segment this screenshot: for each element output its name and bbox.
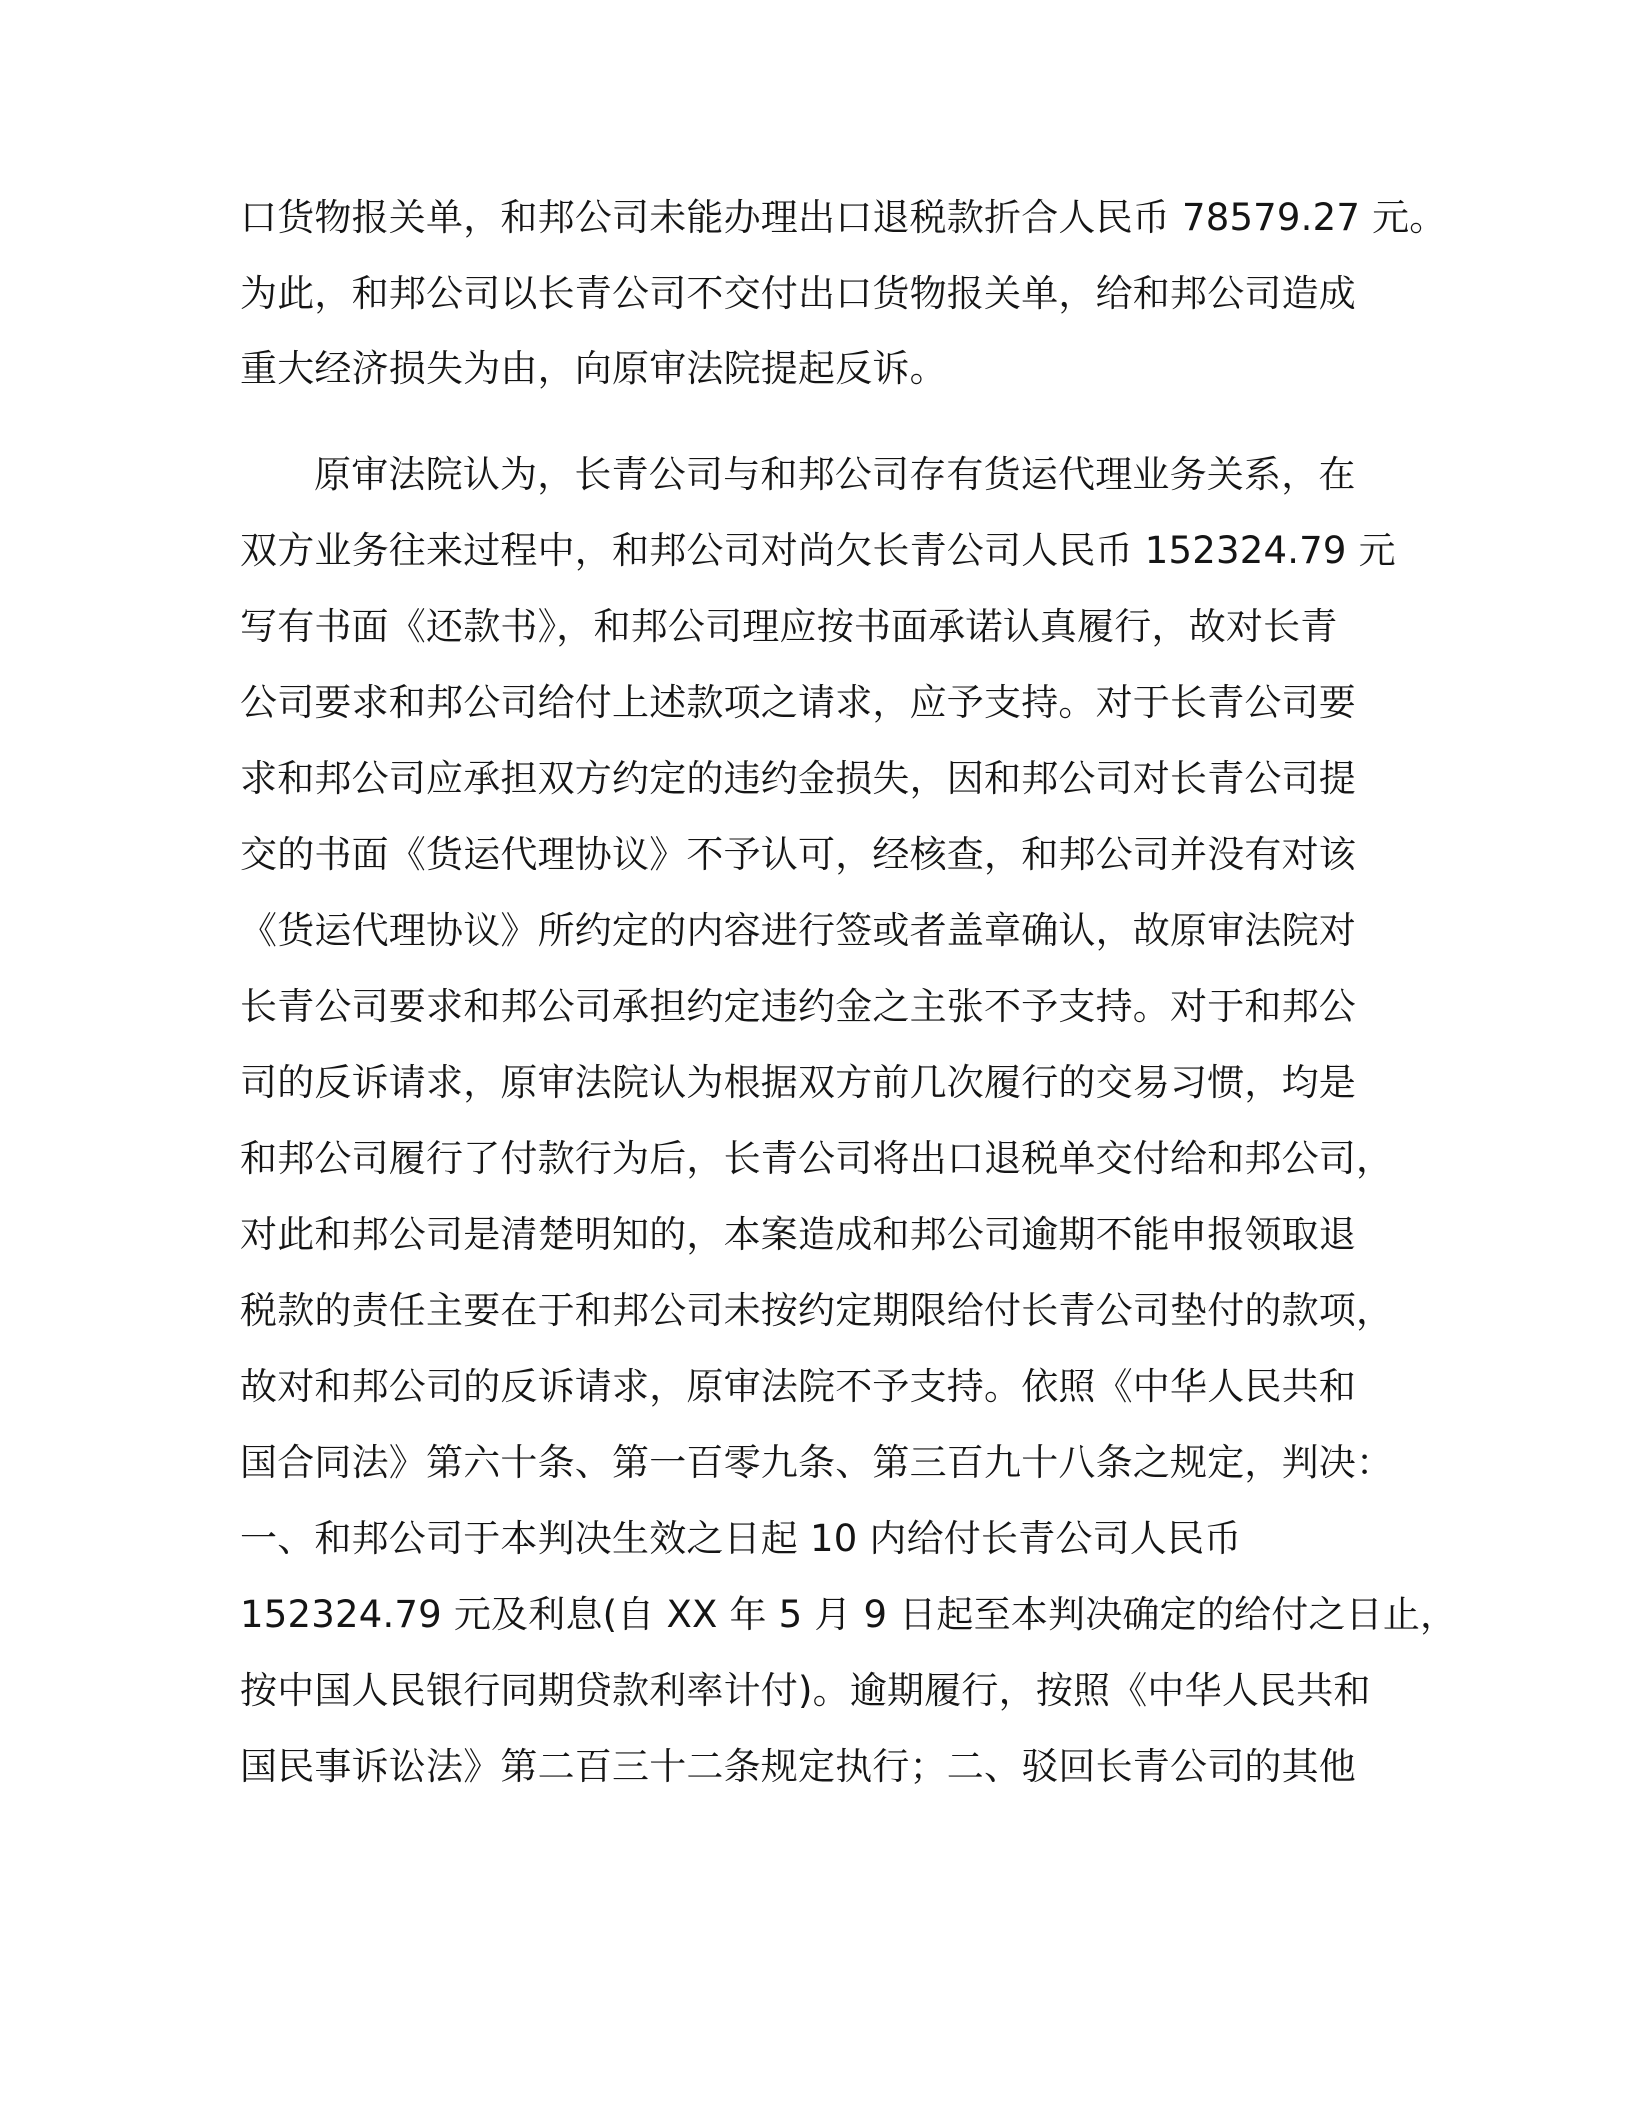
text-line-5: 双方业务往来过程中，和邦公司对尚欠长青公司人民币 152324.79 元: [240, 529, 1396, 572]
text-line-11: 长青公司要求和邦公司承担约定违约金之主张不予支持。对于和邦公: [240, 985, 1356, 1028]
text-line-12: 司的反诉请求，原审法院认为根据双方前几次履行的交易习惯，均是: [240, 1061, 1356, 1104]
text-line-20: 按中国人民银行同期贷款利率计付)。逾期履行，按照《中华人民共和: [240, 1669, 1371, 1712]
text-line-16: 故对和邦公司的反诉请求，原审法院不予支持。依照《中华人民共和: [240, 1365, 1356, 1408]
text-line-7: 公司要求和邦公司给付上述款项之请求，应予支持。对于长青公司要: [240, 681, 1356, 724]
text-line-17: 国合同法》第六十条、第一百零九条、第三百九十八条之规定，判决：: [240, 1441, 1394, 1484]
text-line-14: 对此和邦公司是清楚明知的，本案造成和邦公司逾期不能申报领取退: [240, 1213, 1356, 1256]
text-line-15: 税款的责任主要在于和邦公司未按约定期限给付长青公司垫付的款项，: [240, 1289, 1394, 1332]
text-line-2: 为此，和邦公司以长青公司不交付出口货物报关单，给和邦公司造成: [240, 272, 1356, 315]
text-line-19: 152324.79 元及利息(自 XX 年 5 月 9 日起至本判决确定的给付之日止，: [240, 1593, 1458, 1636]
text-line-8: 求和邦公司应承担双方约定的违约金损失，因和邦公司对长青公司提: [240, 757, 1356, 800]
text-line-3: 重大经济损失为由，向原审法院提起反诉。: [240, 347, 947, 390]
text-line-10: 《货运代理协议》所约定的内容进行签或者盖章确认，故原审法院对: [240, 909, 1356, 952]
text-line-21: 国民事诉讼法》第二百三十二条规定执行；二、驳回长青公司的其他: [240, 1745, 1356, 1788]
text-line-13: 和邦公司履行了付款行为后，长青公司将出口退税单交付给和邦公司，: [240, 1137, 1394, 1180]
text-line-6: 写有书面《还款书》，和邦公司理应按书面承诺认真履行，故对长青: [240, 605, 1338, 648]
text-line-18: 一、和邦公司于本判决生效之日起 10 内给付长青公司人民币: [240, 1517, 1242, 1560]
text-line-1: 口货物报关单，和邦公司未能办理出口退税款折合人民币 78579.27 元。: [240, 196, 1447, 239]
text-line-9: 交的书面《货运代理协议》不予认可，经核查，和邦公司并没有对该: [240, 833, 1356, 876]
paragraph-2-first-line: 原审法院认为，长青公司与和邦公司存有货运代理业务关系，在: [314, 453, 1356, 496]
